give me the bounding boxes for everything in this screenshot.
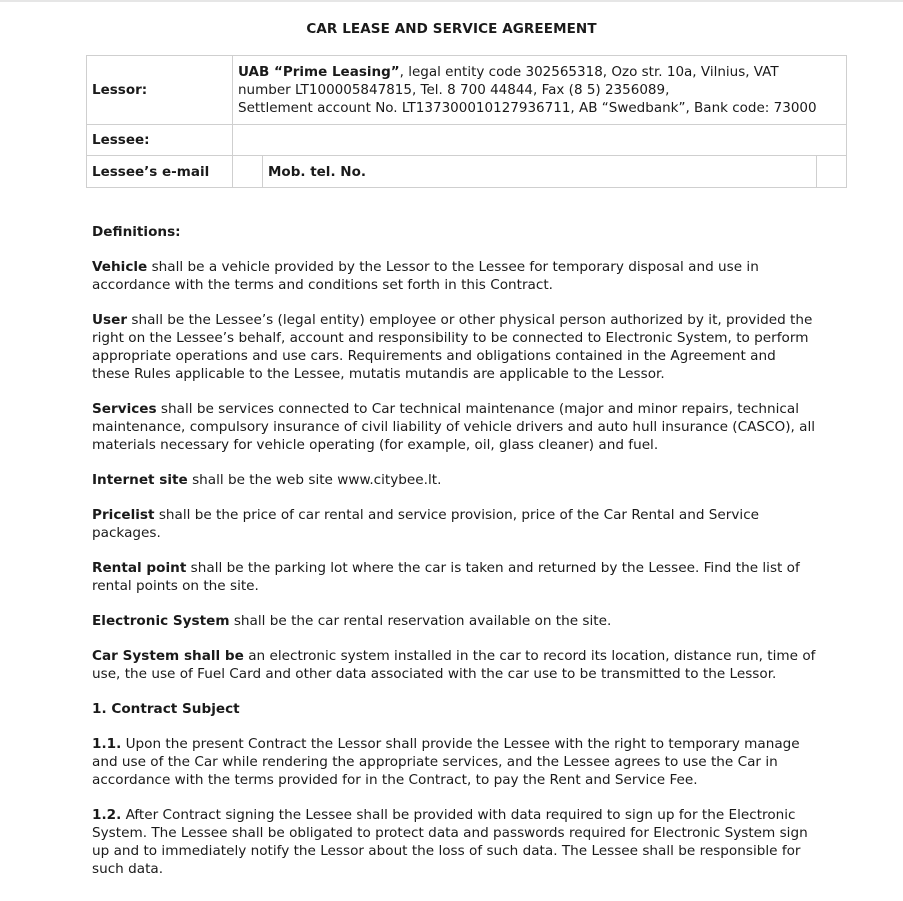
definition-text: an electronic system installed in the car to record its location, distance run, time of use, the use of Fuel Card and other data associated with the car use to be transmitted to the Lessor.: [92, 648, 816, 682]
lessee-row: [87, 125, 847, 156]
definition-term: Internet site: [92, 472, 188, 488]
definition-text: shall be a vehicle provided by the Lessor to the Lessee for temporary disposal and use in accordance with the terms and conditions set forth in this Contract.: [92, 259, 759, 293]
definition-text: shall be the price of car rental and service provision, price of the Car Rental and Service packages.: [92, 507, 760, 541]
clause-1-1: [92, 735, 817, 789]
lessor-company-name: UAB “Prime Leasing”: [238, 64, 400, 80]
definition-internet-site: [92, 471, 817, 489]
lessor-details: [233, 56, 847, 125]
definition-term: Car System shall be: [92, 648, 244, 664]
definition-services: [92, 400, 817, 454]
mobile-field[interactable]: [817, 156, 847, 188]
definition-text: shall be the car rental reservation available on the site.: [229, 613, 612, 629]
definition-text: shall be the parking lot where the car is taken and returned by the Lessee. Find the list of rental points on the site.: [92, 560, 800, 594]
definition-text: shall be the web site www.citybee.lt.: [187, 472, 442, 488]
clause-number: 1.1.: [92, 736, 122, 752]
section-1-heading: 1. Contract Subject: [92, 701, 240, 717]
top-border: [0, 0, 903, 2]
definition-term: Services: [92, 401, 157, 417]
lessor-line3: Settlement account No. LT137300010127936711, AB “Swedbank”, Bank code: 73000: [238, 100, 817, 116]
email-label: Lessee’s e-mail: [87, 156, 233, 188]
definition-text: shall be services connected to Car technical maintenance (major and minor repairs, technical maintenance, compulsory insurance of civil liability of vehicle drivers and auto hull insurance (CASCO), all materials necessary for vehicle operating (for example, oil, glass cleaner) and fuel.: [92, 401, 816, 453]
definition-user: [92, 311, 817, 383]
definition-electronic-system: [92, 612, 817, 630]
definition-vehicle: [92, 258, 817, 294]
definition-term: Rental point: [92, 560, 187, 576]
document-body: [92, 223, 817, 895]
lessee-field[interactable]: [233, 125, 847, 156]
mobile-label: Mob. tel. No.: [263, 156, 817, 188]
definition-pricelist: [92, 506, 817, 542]
definition-term: User: [92, 312, 128, 328]
lessor-line2: number LT100005847815, Tel. 8 700 44844, Fax (8 5) 2356089,: [238, 82, 670, 98]
parties-table: [86, 55, 847, 188]
definitions-heading: Definitions:: [92, 224, 181, 240]
definition-text: shall be the Lessee’s (legal entity) employee or other physical person authorized by it, provided the right on the Lessee’s behalf, account and responsibility to be connected to Electronic System, to perform appropriate operations and use cars. Requirements and obligations contained in the Agreement and these Rules applicable to the Lessee, mutatis mutandis are applicable to the Lessor.: [92, 312, 813, 382]
definition-term: Electronic System: [92, 613, 230, 629]
clause-number: 1.2.: [92, 807, 122, 823]
clause-text: Upon the present Contract the Lessor shall provide the Lessee with the right to temporary manage and use of the Car while rendering the appropriate services, and the Lessee agrees to use the Car in accordance with the terms provided for in the Contract, to pay the Rent and Service Fee.: [92, 736, 800, 788]
lessee-label: Lessee:: [87, 125, 233, 156]
definition-term: Vehicle: [92, 259, 148, 275]
definition-term: Pricelist: [92, 507, 155, 523]
document-title: CAR LEASE AND SERVICE AGREEMENT: [306, 21, 597, 37]
definition-rental-point: [92, 559, 817, 595]
definition-car-system: [92, 647, 817, 683]
lessor-line1: , legal entity code 302565318, Ozo str. 10a, Vilnius, VAT: [399, 64, 779, 80]
clause-text: After Contract signing the Lessee shall be provided with data required to sign up for the Electronic System. The Lessee shall be obligated to protect data and passwords required for Electronic System sign up and to immediately notify the Lessor about the loss of such data. The Lessee shall be responsible for such data.: [92, 807, 808, 877]
email-field[interactable]: [233, 156, 263, 188]
email-row: [87, 156, 847, 188]
lessor-row: [87, 56, 847, 125]
lessor-label: Lessor:: [87, 56, 233, 125]
clause-1-2: [92, 806, 817, 878]
